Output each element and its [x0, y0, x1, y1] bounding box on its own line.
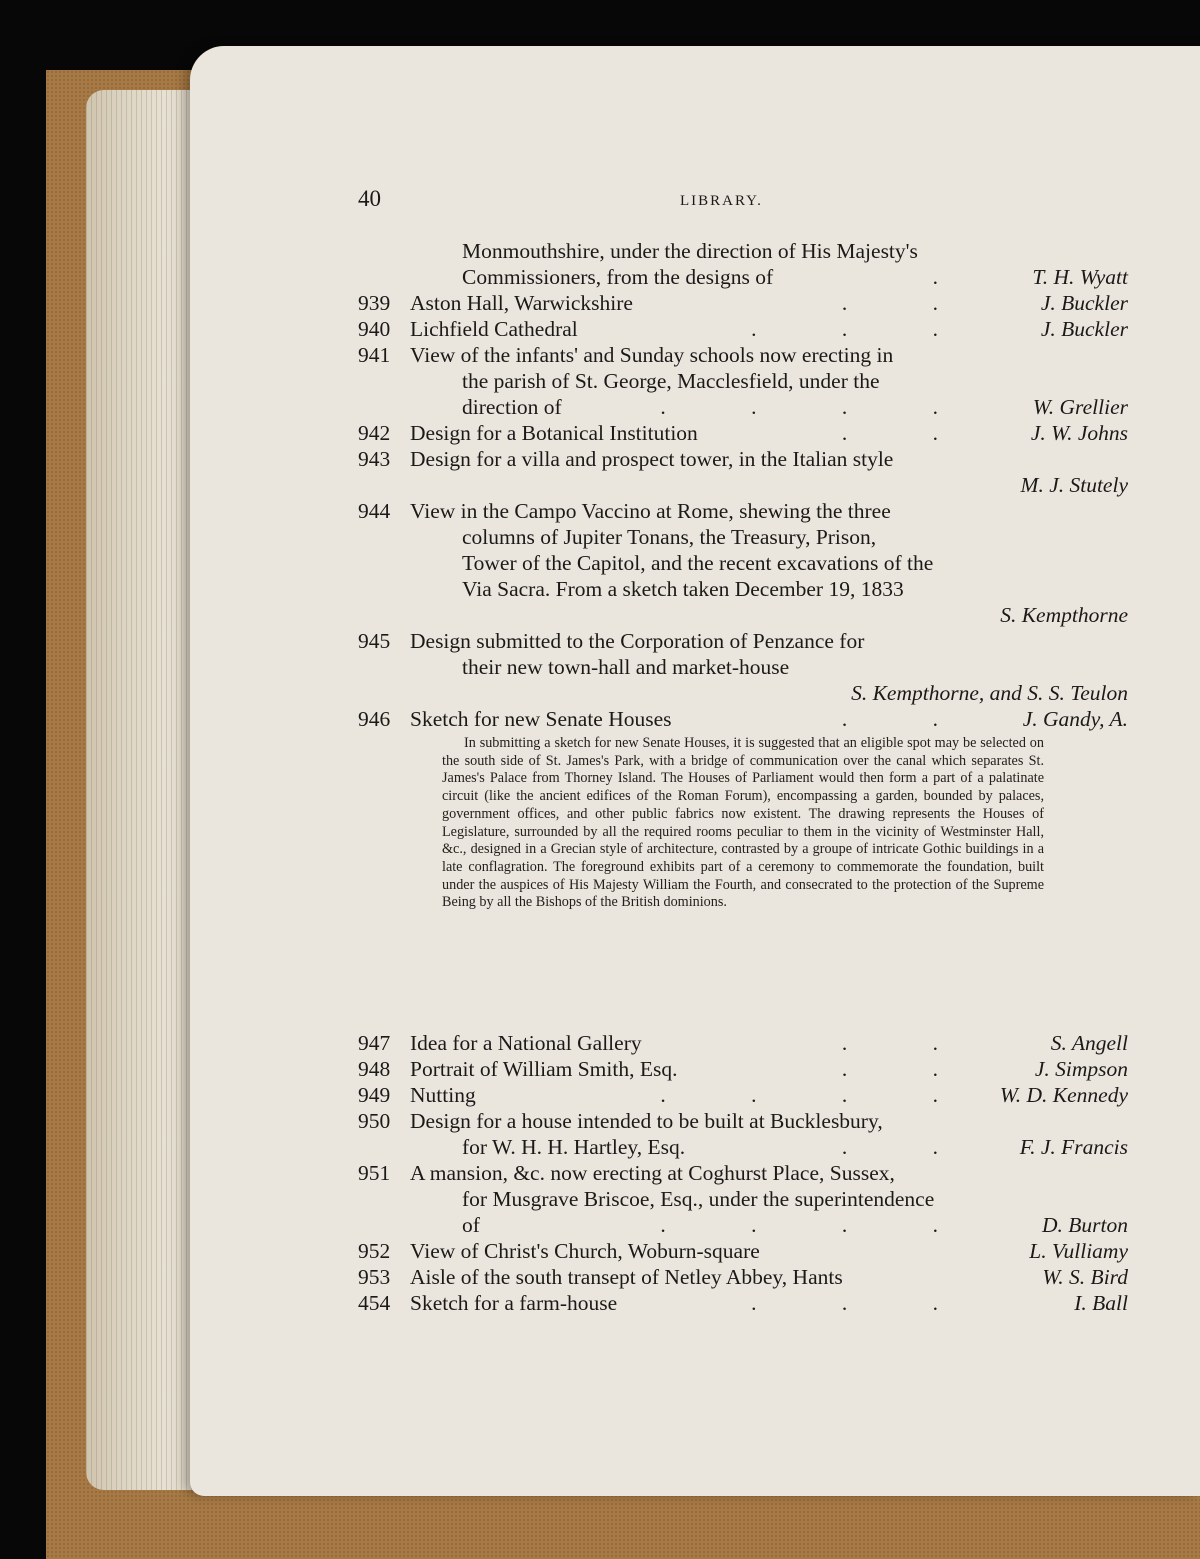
entry-artist: S. Angell	[1050, 1031, 1128, 1055]
entry-artist: M. J. Stutely	[1020, 473, 1128, 497]
catalogue-line	[358, 264, 1128, 290]
entry-number: 949	[358, 1083, 391, 1107]
entry-description: columns of Jupiter Tonans, the Treasury, Prison,	[462, 525, 877, 549]
catalogue-line	[358, 420, 1128, 446]
leader-dots: . . . .	[660, 1083, 978, 1107]
entry-number: 943	[358, 447, 391, 471]
leader-dots: .	[932, 265, 978, 289]
entry-artist: D. Burton	[1042, 1213, 1128, 1237]
leader-dots: . .	[841, 1057, 978, 1081]
catalogue-line	[358, 342, 1128, 368]
catalogue-line	[358, 1108, 1128, 1134]
entry-description: Design submitted to the Corporation of Penzance for	[410, 629, 865, 653]
leader-dots: . .	[841, 421, 978, 445]
catalogue-line	[358, 1290, 1128, 1316]
entry-number: 454	[358, 1291, 391, 1315]
catalogue-line	[358, 1238, 1128, 1264]
senate-houses-note: In submitting a sketch for new Senate Houses, it is suggested that an eligible spot may be selected on the south side of St. James's Park, with a bridge of communication over the canal which separates St. James's Palace from Thorney Island. The Houses of Parliament would then form a part of a palatinate circuit (like the ancient edifices of the Roman Forum), encompassing a garden, bounded by palaces, government offices, and other public fabrics now existent. The drawing represents the Houses of Legislature, surrounded by all the required rooms peculiar to them in the vicinity of Westminster Hall, &c., designed in a Grecian style of architecture, contrasted by a groupe of intricate Gothic buildings in a late conflagration. The foreground exhibits part of a ceremony to commemorate the foundation, built under the auspices of His Majesty William the Fourth, and consecrated to the protection of the Supreme Being by all the Bishops of the British dominions.	[442, 735, 1044, 911]
entry-artist: W. S. Bird	[1042, 1265, 1128, 1289]
entry-description: Portrait of William Smith, Esq.	[410, 1057, 678, 1081]
leader-dots: . . . .	[660, 395, 978, 419]
entry-description: View of Christ's Church, Woburn-square	[410, 1239, 760, 1263]
entry-number: 946	[358, 707, 391, 731]
catalogue-line	[358, 1134, 1128, 1160]
entry-artist: L. Vulliamy	[1029, 1239, 1128, 1263]
leader-dots: . . . .	[660, 1213, 978, 1237]
catalogue-line	[358, 472, 1128, 498]
catalogue-line	[358, 550, 1128, 576]
catalogue-line	[358, 524, 1128, 550]
catalogue-line	[358, 238, 1128, 264]
catalogue-line	[358, 1186, 1128, 1212]
catalogue-line	[358, 1264, 1128, 1290]
entry-description: Lichfield Cathedral	[410, 317, 578, 341]
entry-number: 947	[358, 1031, 391, 1055]
entry-description: Design for a house intended to be built at Bucklesbury,	[410, 1109, 883, 1133]
entry-number: 950	[358, 1109, 391, 1133]
entry-description: Aston Hall, Warwickshire	[410, 291, 633, 315]
entry-artist: F. J. Francis	[1019, 1135, 1128, 1159]
running-head: LIBRARY.	[680, 193, 763, 209]
entry-description: direction of	[462, 395, 562, 419]
leader-dots: . .	[841, 291, 978, 315]
entry-description: A mansion, &c. now erecting at Coghurst Place, Sussex,	[410, 1161, 895, 1185]
page-number: 40	[358, 186, 381, 211]
entry-description: Nutting	[410, 1083, 476, 1107]
entry-description: the parish of St. George, Macclesfield, under the	[462, 369, 880, 393]
catalogue-line	[358, 290, 1128, 316]
entry-artist: J. Simpson	[1034, 1057, 1128, 1081]
entry-description: Design for a villa and prospect tower, in the Italian style	[410, 447, 894, 471]
entry-description: for W. H. H. Hartley, Esq.	[462, 1135, 686, 1159]
catalogue-line	[358, 1030, 1128, 1056]
entry-description: Idea for a National Gallery	[410, 1031, 642, 1055]
entry-number: 948	[358, 1057, 391, 1081]
entry-number: 941	[358, 343, 391, 367]
entry-description: for Musgrave Briscoe, Esq., under the superintendence	[462, 1187, 935, 1211]
entry-artist: I. Ball	[1074, 1291, 1128, 1315]
entry-description: Design for a Botanical Institution	[410, 421, 698, 445]
leader-dots: . . .	[751, 1291, 978, 1315]
entry-artist: S. Kempthorne	[1000, 603, 1128, 627]
entry-description: Sketch for new Senate Houses	[410, 707, 672, 731]
entry-number: 944	[358, 499, 391, 523]
entry-number: 952	[358, 1239, 391, 1263]
catalogue-line	[358, 1160, 1128, 1186]
catalogue-line	[358, 602, 1128, 628]
entry-number: 945	[358, 629, 391, 653]
catalogue-line	[358, 368, 1128, 394]
leader-dots: . .	[841, 707, 978, 731]
entry-description: Sketch for a farm-house	[410, 1291, 618, 1315]
catalogue-line	[358, 576, 1128, 602]
entry-description: of	[462, 1213, 480, 1237]
leader-dots: . .	[841, 1135, 978, 1159]
entry-description: Monmouthshire, under the direction of His Majesty's	[462, 239, 918, 263]
entry-artist: J. Gandy, A.	[1022, 707, 1128, 731]
entry-artist: W. D. Kennedy	[999, 1083, 1128, 1107]
entry-description: Via Sacra. From a sketch taken December 19, 1833	[462, 577, 904, 601]
catalogue-line	[358, 316, 1128, 342]
entry-description: their new town-hall and market-house	[462, 655, 790, 679]
entry-number: 951	[358, 1161, 391, 1185]
entry-number: 939	[358, 291, 391, 315]
entry-artist: S. Kempthorne, and S. S. Teulon	[851, 681, 1128, 705]
entry-number: 942	[358, 421, 391, 445]
catalogue-line	[358, 706, 1128, 732]
entry-description: View of the infants' and Sunday schools now erecting in	[410, 343, 894, 367]
catalogue-line	[358, 498, 1128, 524]
catalogue-line	[358, 1056, 1128, 1082]
catalogue-line	[358, 680, 1128, 706]
catalogue-line	[358, 628, 1128, 654]
entry-artist: T. H. Wyatt	[1032, 265, 1128, 289]
entry-description: View in the Campo Vaccino at Rome, shewing the three	[410, 499, 891, 523]
leader-dots: . . .	[751, 317, 978, 341]
entry-number: 953	[358, 1265, 391, 1289]
catalogue-line	[358, 1082, 1128, 1108]
entry-description: Commissioners, from the designs of	[462, 265, 774, 289]
entry-number: 940	[358, 317, 391, 341]
catalogue-line	[358, 394, 1128, 420]
catalogue-line	[358, 1212, 1128, 1238]
catalogue-line	[358, 446, 1128, 472]
catalogue-line	[358, 654, 1128, 680]
entry-artist: J. Buckler	[1040, 317, 1128, 341]
leader-dots: . .	[841, 1031, 978, 1055]
entry-description: Aisle of the south transept of Netley Abbey, Hants	[410, 1265, 843, 1289]
entry-artist: W. Grellier	[1032, 395, 1128, 419]
entry-artist: J. Buckler	[1040, 291, 1128, 315]
entry-artist: J. W. Johns	[1030, 421, 1128, 445]
entry-description: Tower of the Capitol, and the recent excavations of the	[462, 551, 934, 575]
